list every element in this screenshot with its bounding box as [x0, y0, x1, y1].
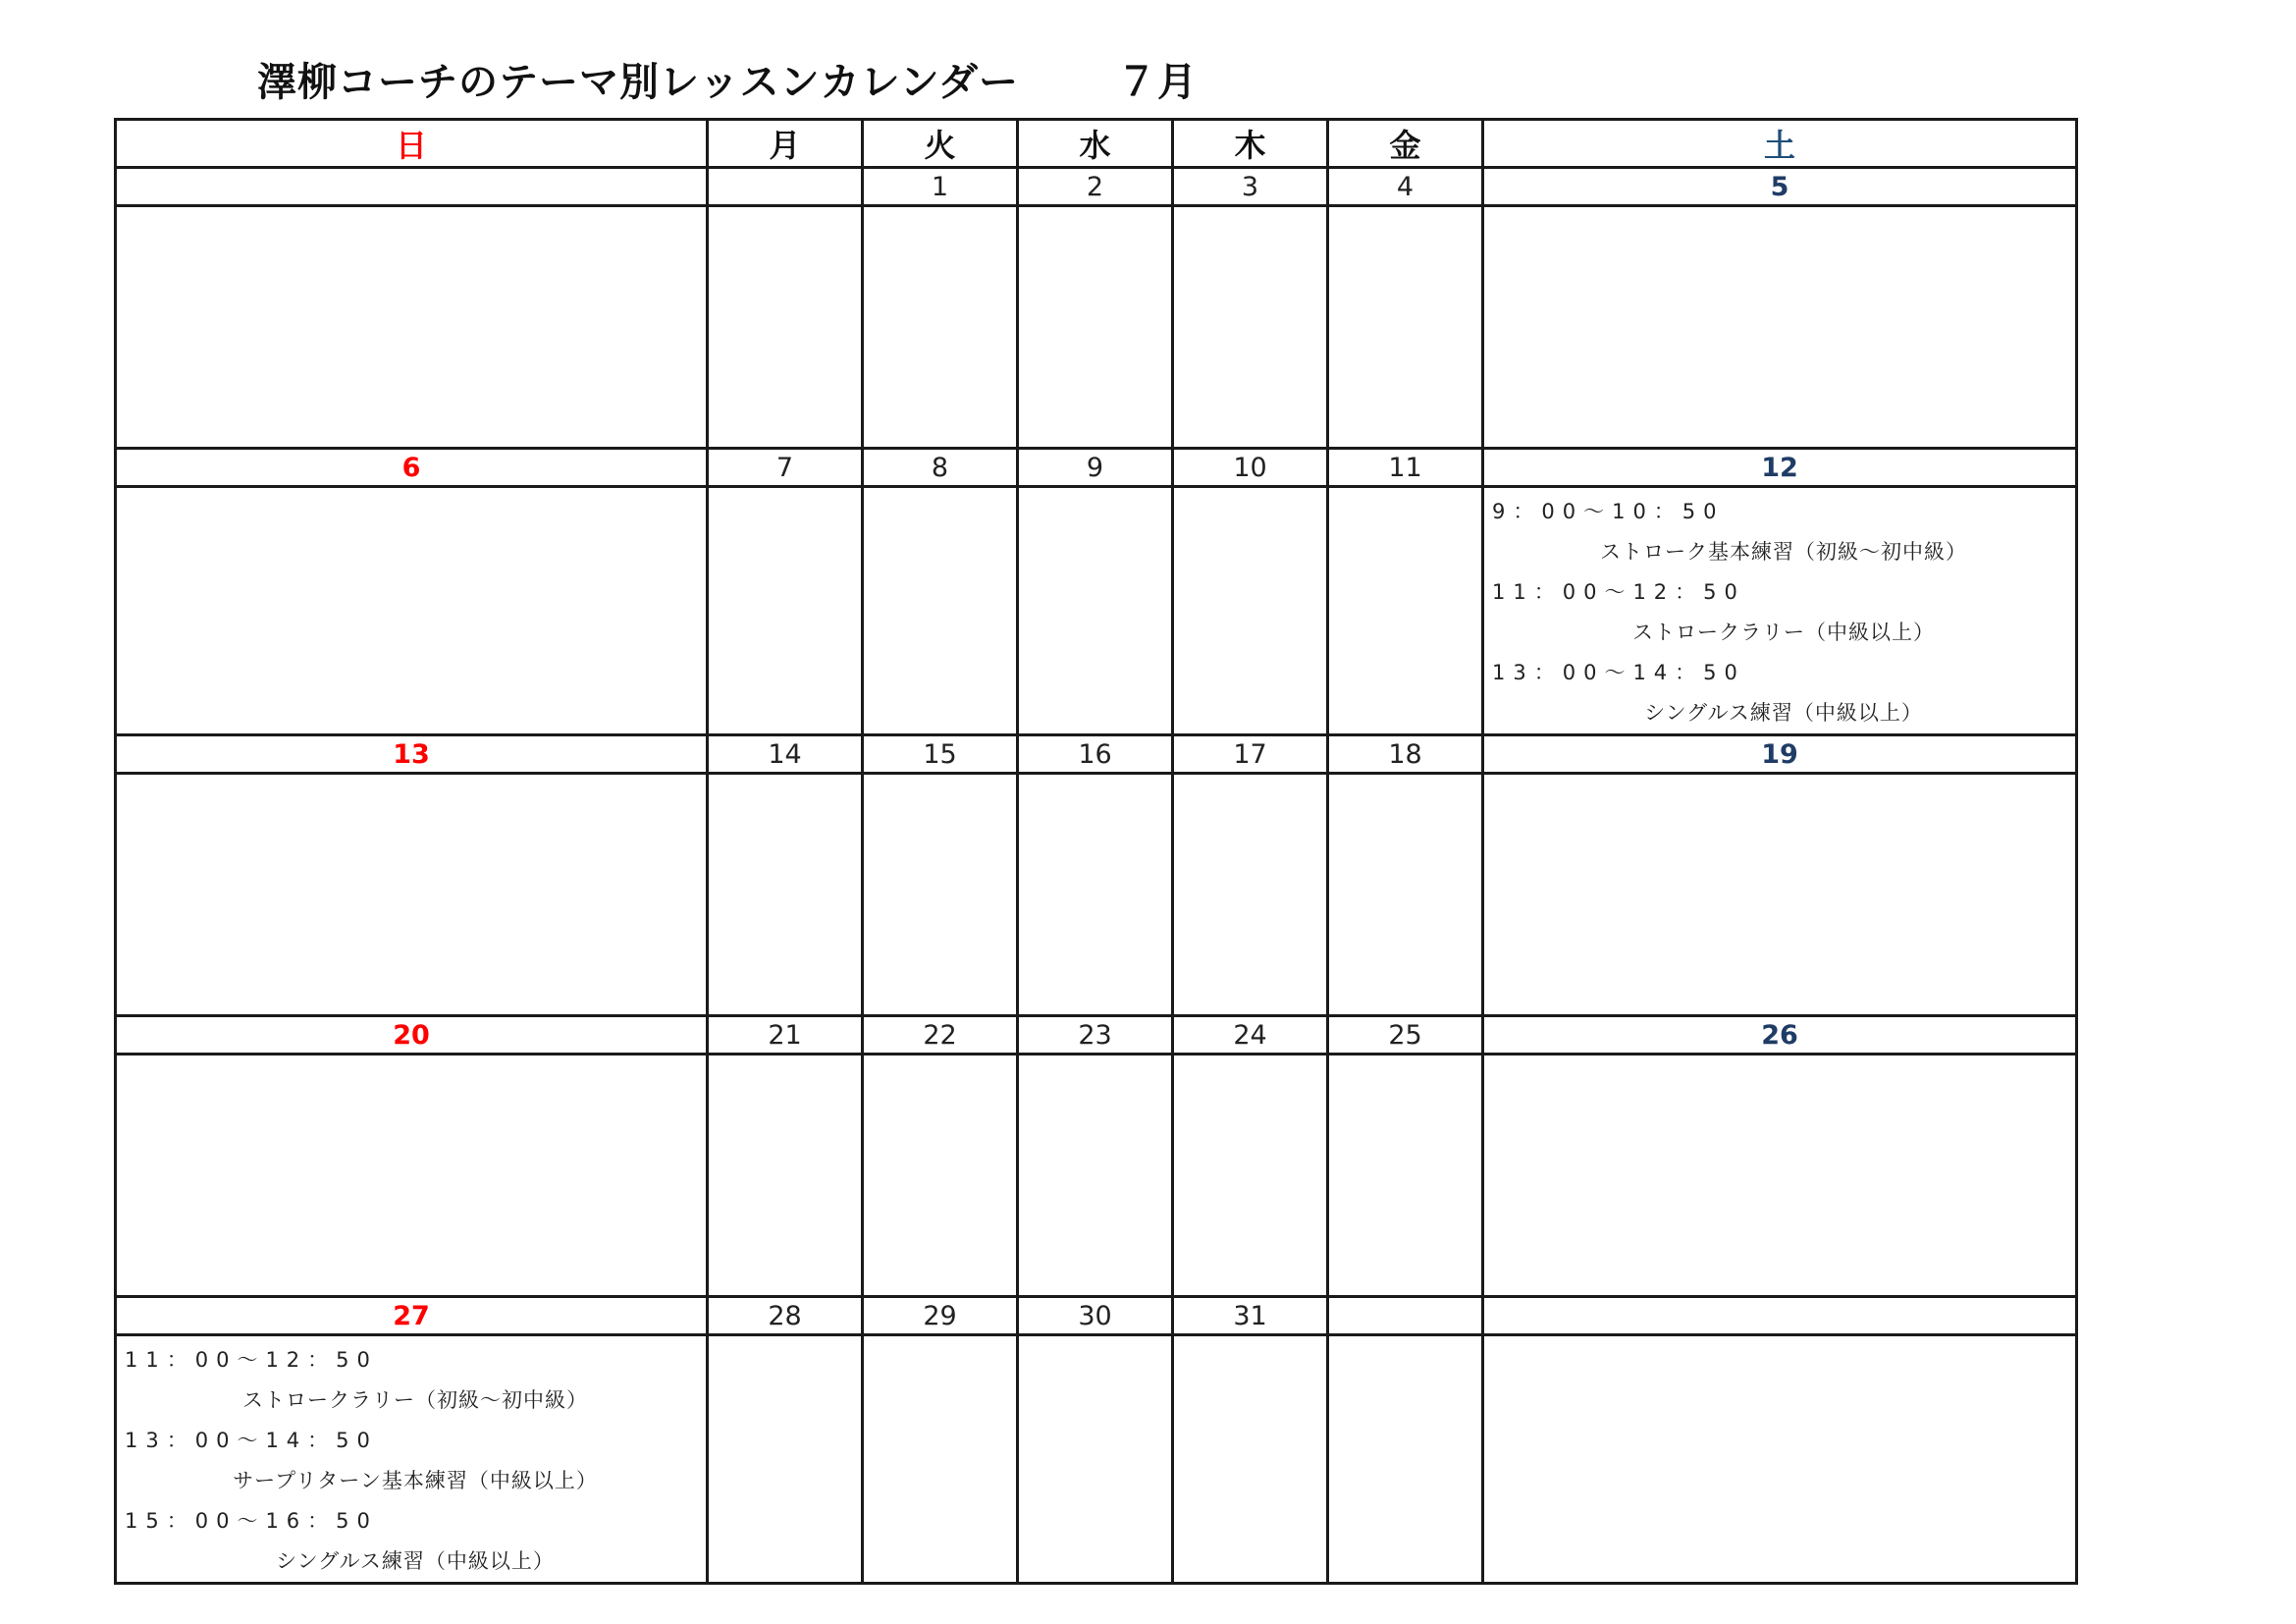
weekday-header-row [116, 120, 2077, 168]
week-2-dates [116, 449, 2077, 487]
day-cell [1328, 206, 1483, 449]
day-cell [1483, 774, 2077, 1016]
date-cell: 6 [116, 449, 708, 487]
date-cell: 23 [1018, 1016, 1173, 1055]
day-cell [1483, 206, 2077, 449]
day-cell [863, 1055, 1018, 1297]
day-cell [116, 774, 708, 1016]
date-cell: 28 [708, 1297, 863, 1335]
date-cell: 10 [1173, 449, 1328, 487]
weekday-monday: 月 [708, 120, 863, 168]
date-cell: 27 [116, 1297, 708, 1335]
day-cell [116, 1055, 708, 1297]
lesson-time: 11：00〜12：50 [125, 1348, 378, 1372]
lesson-time: 9：00〜10：50 [1492, 500, 1725, 523]
lesson-time: 13：00〜14：50 [1492, 661, 1745, 684]
day-cell [1173, 1335, 1328, 1584]
day-cell [1018, 1055, 1173, 1297]
calendar-grid [114, 118, 2078, 1585]
day-cell [1483, 1055, 2077, 1297]
weekday-friday: 金 [1328, 120, 1483, 168]
day-cell [116, 206, 708, 449]
day-cell [1328, 487, 1483, 735]
date-cell [708, 168, 863, 206]
week-1-body [116, 206, 2077, 449]
date-cell: 14 [708, 735, 863, 774]
day-cell [1328, 774, 1483, 1016]
day-cell [1173, 487, 1328, 735]
day-cell [1018, 206, 1173, 449]
date-cell: 12 [1483, 449, 2077, 487]
date-cell: 20 [116, 1016, 708, 1055]
weekday-tuesday: 火 [863, 120, 1018, 168]
day-cell [1328, 1055, 1483, 1297]
day-cell [1483, 1335, 2077, 1584]
day-cell [708, 1055, 863, 1297]
day-cell [708, 774, 863, 1016]
date-cell: 4 [1328, 168, 1483, 206]
day-cell [1018, 1335, 1173, 1584]
lesson-theme: ストロークラリー（初級〜初中級） [242, 1388, 588, 1412]
date-cell: 19 [1483, 735, 2077, 774]
calendar-title [257, 51, 1198, 107]
date-cell: 15 [863, 735, 1018, 774]
weekday-sunday: 日 [116, 120, 708, 168]
day-cell-12 [1483, 487, 2077, 735]
date-cell [116, 168, 708, 206]
lesson-theme: サープリターン基本練習（中級以上） [233, 1469, 598, 1492]
schedule-list [117, 1336, 706, 1582]
day-cell [116, 487, 708, 735]
date-cell: 8 [863, 449, 1018, 487]
week-1-dates [116, 168, 2077, 206]
date-cell: 22 [863, 1016, 1018, 1055]
date-cell: 29 [863, 1297, 1018, 1335]
weekday-thursday: 木 [1173, 120, 1328, 168]
date-cell: 7 [708, 449, 863, 487]
date-cell: 31 [1173, 1297, 1328, 1335]
lesson-theme: シングルス練習（中級以上） [1644, 701, 1923, 725]
day-cell [708, 206, 863, 449]
day-cell [1173, 774, 1328, 1016]
day-cell [708, 1335, 863, 1584]
day-cell [863, 206, 1018, 449]
date-cell: 11 [1328, 449, 1483, 487]
lesson-theme: シングルス練習（中級以上） [276, 1549, 555, 1573]
weekday-wednesday: 水 [1018, 120, 1173, 168]
date-cell: 2 [1018, 168, 1173, 206]
date-cell: 5 [1483, 168, 2077, 206]
day-cell [1173, 1055, 1328, 1297]
title-text: 澤柳コーチのテーマ別レッスンカレンダー [257, 60, 1019, 105]
week-2-body [116, 487, 2077, 735]
day-cell [1018, 487, 1173, 735]
week-4-dates [116, 1016, 2077, 1055]
day-cell [1018, 774, 1173, 1016]
date-cell: 16 [1018, 735, 1173, 774]
lesson-time: 15：00〜16：50 [125, 1509, 378, 1533]
date-cell: 30 [1018, 1297, 1173, 1335]
date-cell: 3 [1173, 168, 1328, 206]
week-3-body [116, 774, 2077, 1016]
day-cell [863, 1335, 1018, 1584]
date-cell: 25 [1328, 1016, 1483, 1055]
weekday-saturday: 土 [1483, 120, 2077, 168]
week-4-body [116, 1055, 2077, 1297]
lesson-theme: ストロークラリー（中級以上） [1632, 621, 1935, 644]
day-cell-27 [116, 1335, 708, 1584]
lesson-time: 13：00〜14：50 [125, 1429, 378, 1452]
date-cell: 9 [1018, 449, 1173, 487]
date-cell: 1 [863, 168, 1018, 206]
date-cell [1328, 1297, 1483, 1335]
day-cell [863, 487, 1018, 735]
date-cell [1483, 1297, 2077, 1335]
date-cell: 13 [116, 735, 708, 774]
date-cell: 26 [1483, 1016, 2077, 1055]
day-cell [1173, 206, 1328, 449]
day-cell [863, 774, 1018, 1016]
week-5-dates [116, 1297, 2077, 1335]
lesson-theme: ストローク基本練習（初級〜初中級） [1600, 540, 1967, 564]
lesson-time: 11：00〜12：50 [1492, 580, 1745, 604]
day-cell [708, 487, 863, 735]
date-cell: 21 [708, 1016, 863, 1055]
date-cell: 17 [1173, 735, 1328, 774]
month-label: ７月 [1117, 60, 1198, 105]
week-3-dates [116, 735, 2077, 774]
day-cell [1328, 1335, 1483, 1584]
date-cell: 18 [1328, 735, 1483, 774]
date-cell: 24 [1173, 1016, 1328, 1055]
week-5-body [116, 1335, 2077, 1584]
schedule-list [1484, 488, 2075, 733]
